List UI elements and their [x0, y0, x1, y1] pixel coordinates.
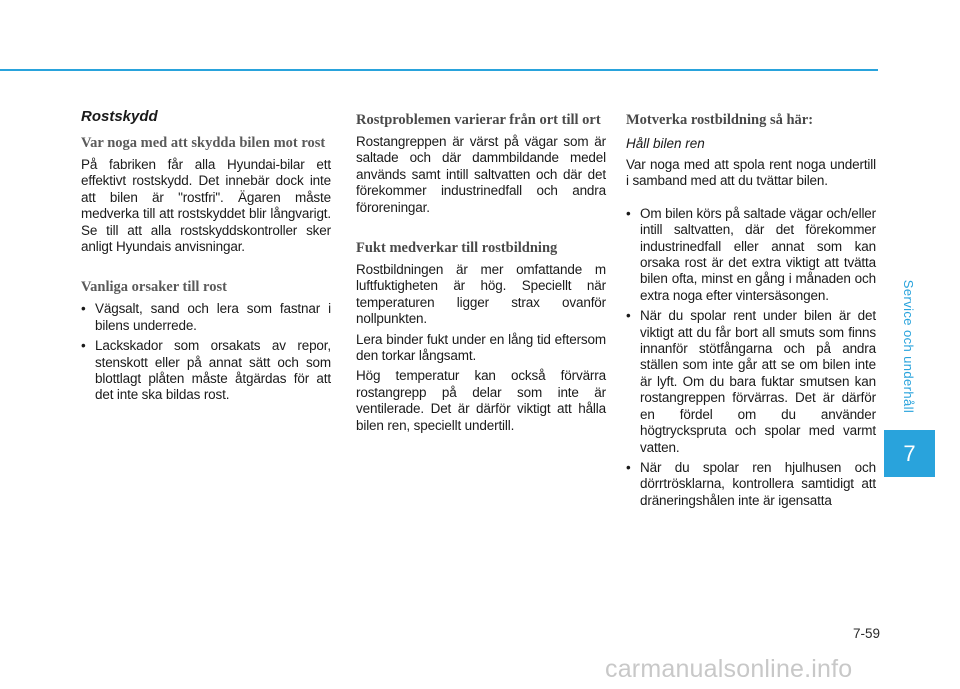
- watermark: carmanualsonline.info: [605, 655, 853, 683]
- heading-common-causes: Vanliga orsaker till rost: [81, 279, 227, 296]
- bullet-icon: •: [626, 459, 631, 475]
- chapter-side-label: [897, 256, 921, 436]
- paragraph-factory: På fabriken får alla Hyundai-bilar ett effektivt rostskydd. Det innebär dock inte att bilen är "rostfri". Ägaren måste medverka till att rostskyddet blir långvarigt. Se till att alla rostskyddskontroller sker anligt Hyundais anvisningar.: [81, 157, 331, 255]
- list-item: • När du spolar ren hjulhusen och dörrtrösklarna, kontrollera samtidigt att dräneringshålen inte är igensatta: [626, 459, 876, 508]
- list-item: • Lackskador som orsakats av repor, stenskott eller på annat sätt och som blottlagt plåten måste åtgärdas för att det inte ska bildas rost.: [81, 338, 331, 403]
- list-item: • Om bilen körs på saltade vägar och/eller intill saltvatten, där det förekommer industrinedfall eller annat som kan orsaka rost är det extra viktigt att tvätta bilen ofta, minst en gång i månaden och extra noga efter vintersäsongen.: [626, 205, 876, 303]
- column-2: [356, 108, 606, 438]
- heading-counteract: Motverka rostbildning så här:: [626, 112, 814, 128]
- paragraph-temperature: Hög temperatur kan också förvärra rostangrepp på delar som inte är ventilerade. Det är därför viktigt att hålla bilen ren, speciellt undertill.: [356, 368, 606, 433]
- cleaning-list: [626, 206, 876, 509]
- page-number: 7-59: [852, 626, 880, 641]
- heading-protect-rust: Var noga med att skydda bilen mot rost: [81, 135, 326, 151]
- chapter-number-tab: 7: [884, 430, 935, 477]
- section-title: Rostskydd: [81, 108, 158, 125]
- paragraph-clay: Lera binder fukt under en lång tid eftersom den torkar långsamt.: [356, 331, 606, 364]
- chapter-name: Service och underhåll: [901, 279, 917, 413]
- column-1: [81, 108, 331, 408]
- column-3: [626, 108, 876, 513]
- bullet-icon: •: [626, 308, 631, 324]
- paragraph-worst: Rostangreppen är värst på vägar som är saltade och där dammbildande medel används samt intill saltvatten och där det förekommer industrinedfall och andra föroreningar.: [356, 134, 606, 215]
- top-rule: [0, 69, 878, 71]
- bullet-icon: •: [626, 205, 631, 221]
- bullet-icon: •: [81, 338, 86, 354]
- heading-varies: Rostproblemen varierar från ort till ort: [356, 112, 601, 128]
- causes-list: [81, 301, 331, 403]
- paragraph-humidity: Rostbildningen är mer omfattande m luftfuktigheten är hög. Speciellt när temperaturen ligger strax ovanför nollpunkten.: [356, 262, 606, 327]
- list-item: • När du spolar rent under bilen är det viktigt att du får bort all smuts som finns innanför stötfångarna och på andra ställen som inte går att se om bilen inte är lyft. Om du bara fuktar smutsen kan rostangreppen förvärras. Det är därför en fördel om du använder högtryckspruta och spolar med varmt vatten.: [626, 308, 876, 455]
- list-item: • Vägsalt, sand och lera som fastnar i bilens underrede.: [81, 301, 331, 333]
- heading-moisture: Fukt medverkar till rostbildning: [356, 240, 558, 257]
- subheading-keep-clean: Håll bilen ren: [626, 136, 705, 151]
- bullet-icon: •: [81, 301, 86, 317]
- paragraph-rinse: Var noga med att spola rent noga undertill i samband med att du tvättar bilen.: [626, 157, 876, 189]
